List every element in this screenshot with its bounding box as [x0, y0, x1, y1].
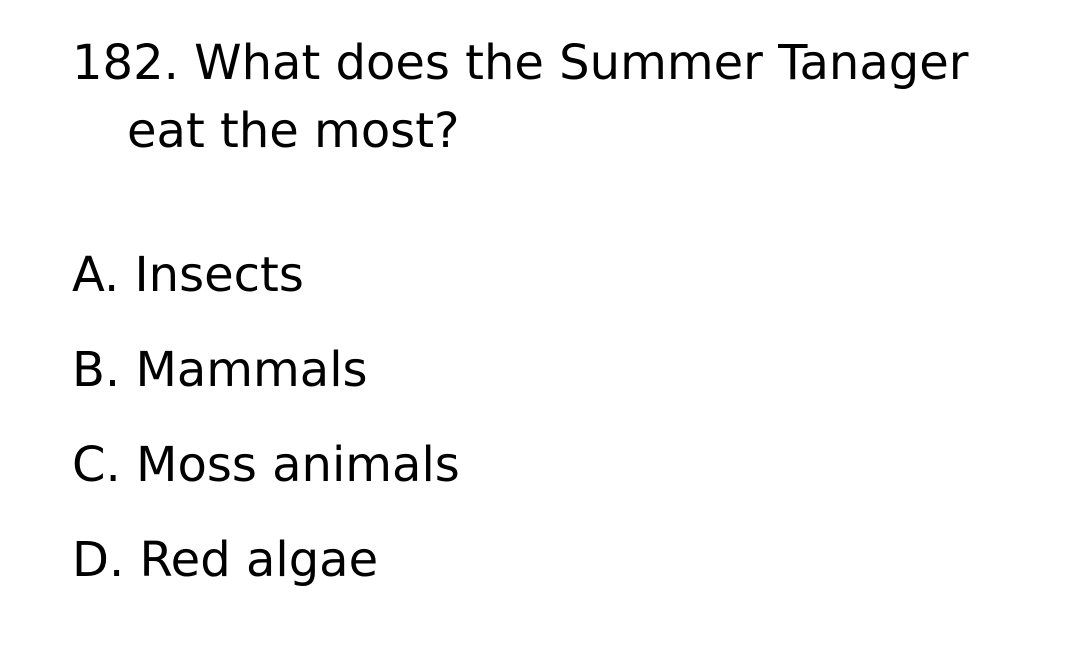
option-letter: A. — [72, 247, 120, 303]
option-text: Red algae — [139, 532, 379, 588]
answer-options — [72, 242, 460, 622]
option-letter: D. — [72, 532, 125, 588]
question — [72, 30, 1052, 164]
option-text: Moss animals — [136, 437, 460, 493]
option-letter: C. — [72, 437, 121, 493]
question-text-line-2: eat the most? — [127, 103, 460, 159]
option-b[interactable] — [72, 337, 460, 432]
option-text: Insects — [134, 247, 304, 303]
option-a[interactable] — [72, 242, 460, 337]
question-number: 182. — [72, 35, 179, 91]
option-letter: B. — [72, 342, 121, 398]
option-text: Mammals — [135, 342, 368, 398]
question-text-line-1: What does the Summer Tanager — [194, 35, 969, 91]
option-c[interactable] — [72, 432, 460, 527]
option-d[interactable] — [72, 527, 460, 622]
